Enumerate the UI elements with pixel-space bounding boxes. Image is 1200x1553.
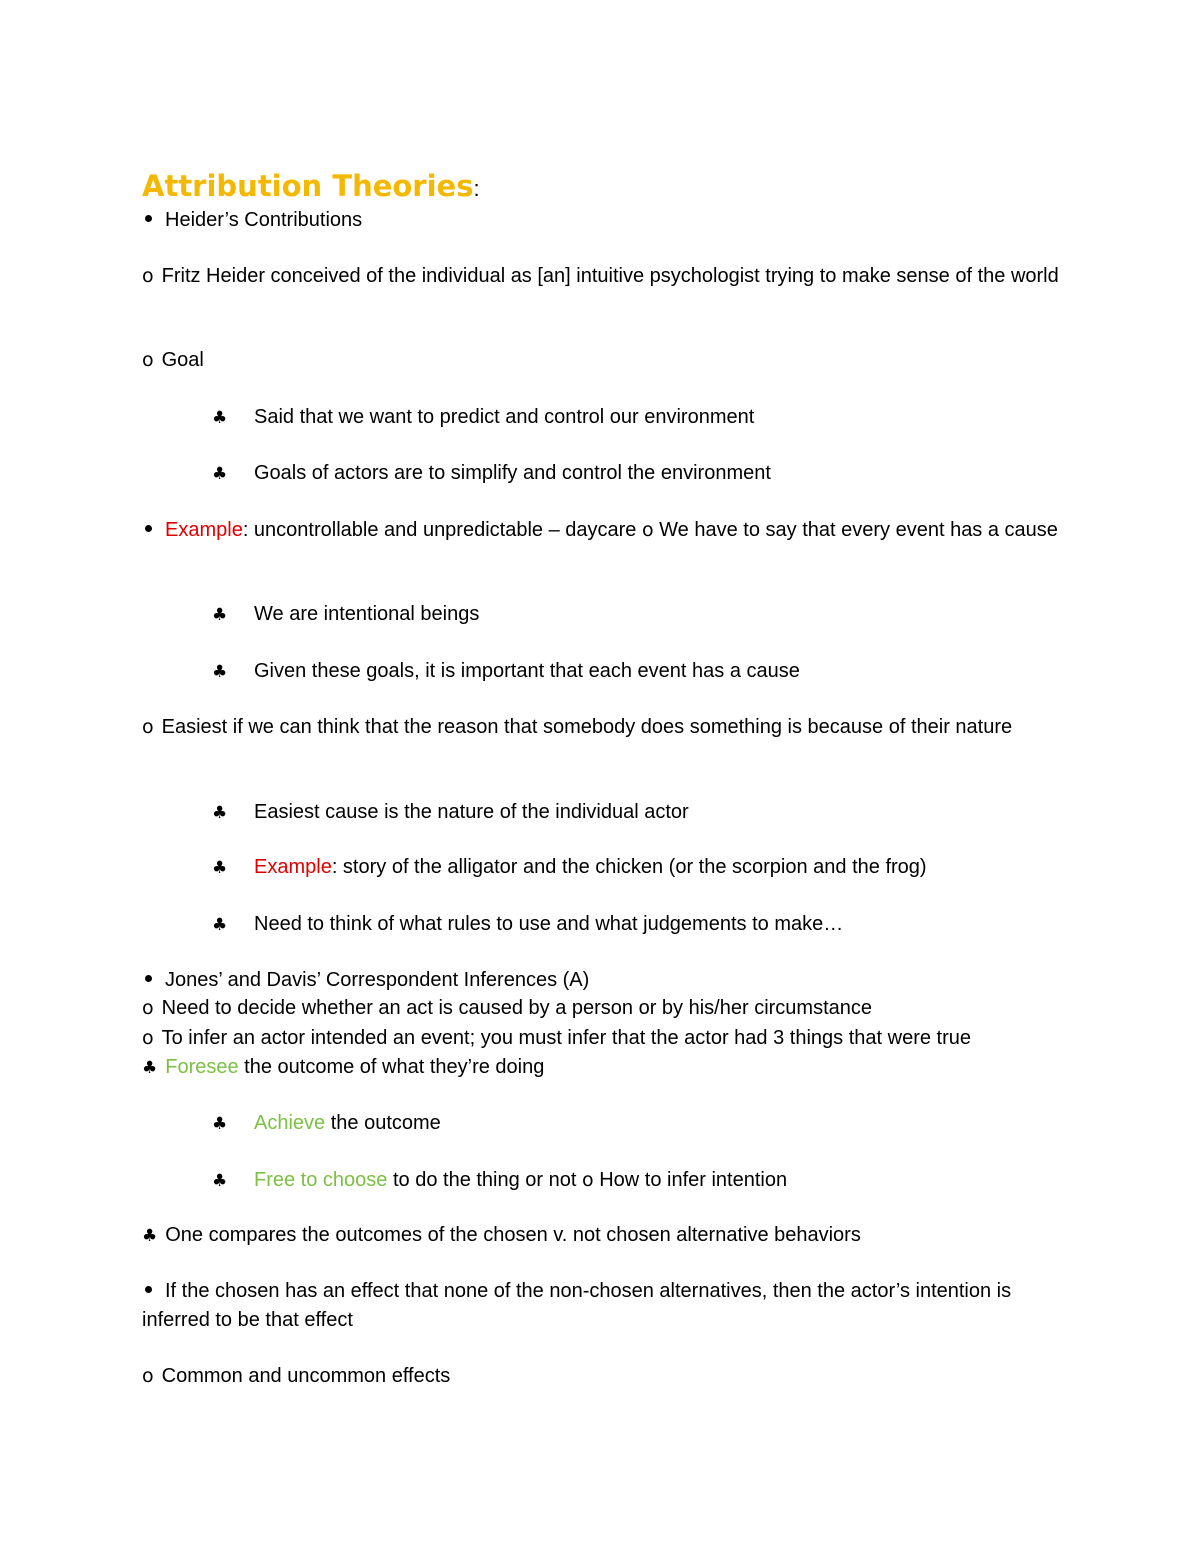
example-label: Example xyxy=(165,519,243,541)
circle-line xyxy=(142,1024,1072,1053)
line-text: Goals of actors are to simplify and control the environment xyxy=(254,462,771,484)
line-text: the outcome xyxy=(325,1112,441,1134)
club-line xyxy=(212,910,1142,940)
line-text: Common and uncommon effects xyxy=(161,1365,451,1387)
bullet-line xyxy=(142,206,1072,235)
line-text: Need to decide whether an act is caused by a person or by his/her circumstance xyxy=(161,997,873,1019)
club-icon: ♣ xyxy=(142,1058,158,1078)
highlight-label: Foresee xyxy=(165,1056,239,1078)
club-icon: ♣ xyxy=(212,915,228,935)
circle-bullet-icon: o xyxy=(142,1027,154,1049)
line-text: Fritz Heider conceived of the individual as [an] intuitive psychologist trying to make sense of the world xyxy=(161,265,1059,287)
example-label: Example xyxy=(254,856,332,878)
line-text: : uncontrollable and unpredictable – daycare xyxy=(242,519,642,541)
line-text: One compares the outcomes of the chosen v. not chosen alternative behaviors xyxy=(165,1224,861,1246)
bullet-line xyxy=(142,1277,1072,1335)
line-text: Given these goals, it is important that each event has a cause xyxy=(254,660,800,682)
line-text: If the chosen has an effect that none of the non-chosen alternatives, then the actor’s intention is inferred to be that effect xyxy=(142,1280,1017,1331)
bullet-icon xyxy=(145,975,152,982)
bullet-icon xyxy=(145,1286,152,1293)
circle-line xyxy=(142,994,1072,1023)
line-text: the outcome of what they’re doing xyxy=(238,1056,545,1078)
bullet-icon xyxy=(145,215,152,222)
club-line xyxy=(212,798,1142,828)
line-text: to do the thing or not xyxy=(387,1169,583,1191)
title-colon: : xyxy=(473,176,480,201)
bullet-icon xyxy=(145,525,152,532)
club-line xyxy=(212,853,1142,883)
line-text: Goal xyxy=(161,349,204,371)
page-title xyxy=(142,166,480,209)
bullet-line xyxy=(142,966,1072,995)
line-text: Heider’s Contributions xyxy=(165,209,363,231)
club-line xyxy=(212,657,1142,687)
line-text: : story of the alligator and the chicken (or the scorpion and the frog) xyxy=(331,856,927,878)
line-text: Need to think of what rules to use and what judgements to make… xyxy=(254,913,844,935)
circle-bullet-icon: o xyxy=(142,349,154,371)
line-text: Jones’ and Davis’ Correspondent Inferences (A) xyxy=(165,969,590,991)
highlight-label: Free to choose xyxy=(254,1169,388,1191)
line-text: Said that we want to predict and control our environment xyxy=(254,406,755,428)
line-text: How to infer intention xyxy=(593,1169,788,1191)
line-text: To infer an actor intended an event; you must infer that the actor had 3 things that were true xyxy=(161,1027,971,1049)
club-line xyxy=(212,403,1142,433)
circle-bullet-icon: o xyxy=(641,519,654,541)
club-line xyxy=(212,459,1142,489)
club-line xyxy=(142,1053,1072,1083)
circle-bullet-icon: o xyxy=(142,265,154,287)
club-icon: ♣ xyxy=(212,408,228,428)
line-text: Easiest cause is the nature of the individual actor xyxy=(254,801,689,823)
club-line xyxy=(212,600,1142,630)
club-line xyxy=(212,1109,1142,1139)
circle-line xyxy=(142,1362,1072,1391)
circle-line xyxy=(142,346,1072,375)
circle-line xyxy=(142,262,1072,291)
club-icon: ♣ xyxy=(212,803,228,823)
line-text: We have to say that every event has a cause xyxy=(653,519,1058,541)
circle-bullet-icon: o xyxy=(142,997,154,1019)
circle-bullet-icon: o xyxy=(582,1169,594,1191)
club-icon: ♣ xyxy=(212,1171,228,1191)
club-icon: ♣ xyxy=(212,464,228,484)
title-text: Attribution Theories xyxy=(142,169,474,203)
circle-bullet-icon: o xyxy=(142,716,154,738)
circle-line xyxy=(142,713,1072,742)
club-icon: ♣ xyxy=(212,605,228,625)
club-icon: ♣ xyxy=(142,1226,158,1246)
club-line xyxy=(212,1166,1142,1196)
circle-bullet-icon: o xyxy=(142,1365,154,1387)
bullet-line xyxy=(142,516,1072,545)
line-text: Easiest if we can think that the reason that somebody does something is because of their nature xyxy=(161,716,1013,738)
club-line xyxy=(142,1221,1072,1251)
club-icon: ♣ xyxy=(212,1114,228,1134)
club-icon: ♣ xyxy=(212,662,228,682)
club-icon: ♣ xyxy=(212,858,228,878)
line-text: We are intentional beings xyxy=(254,603,480,625)
highlight-label: Achieve xyxy=(254,1112,326,1134)
